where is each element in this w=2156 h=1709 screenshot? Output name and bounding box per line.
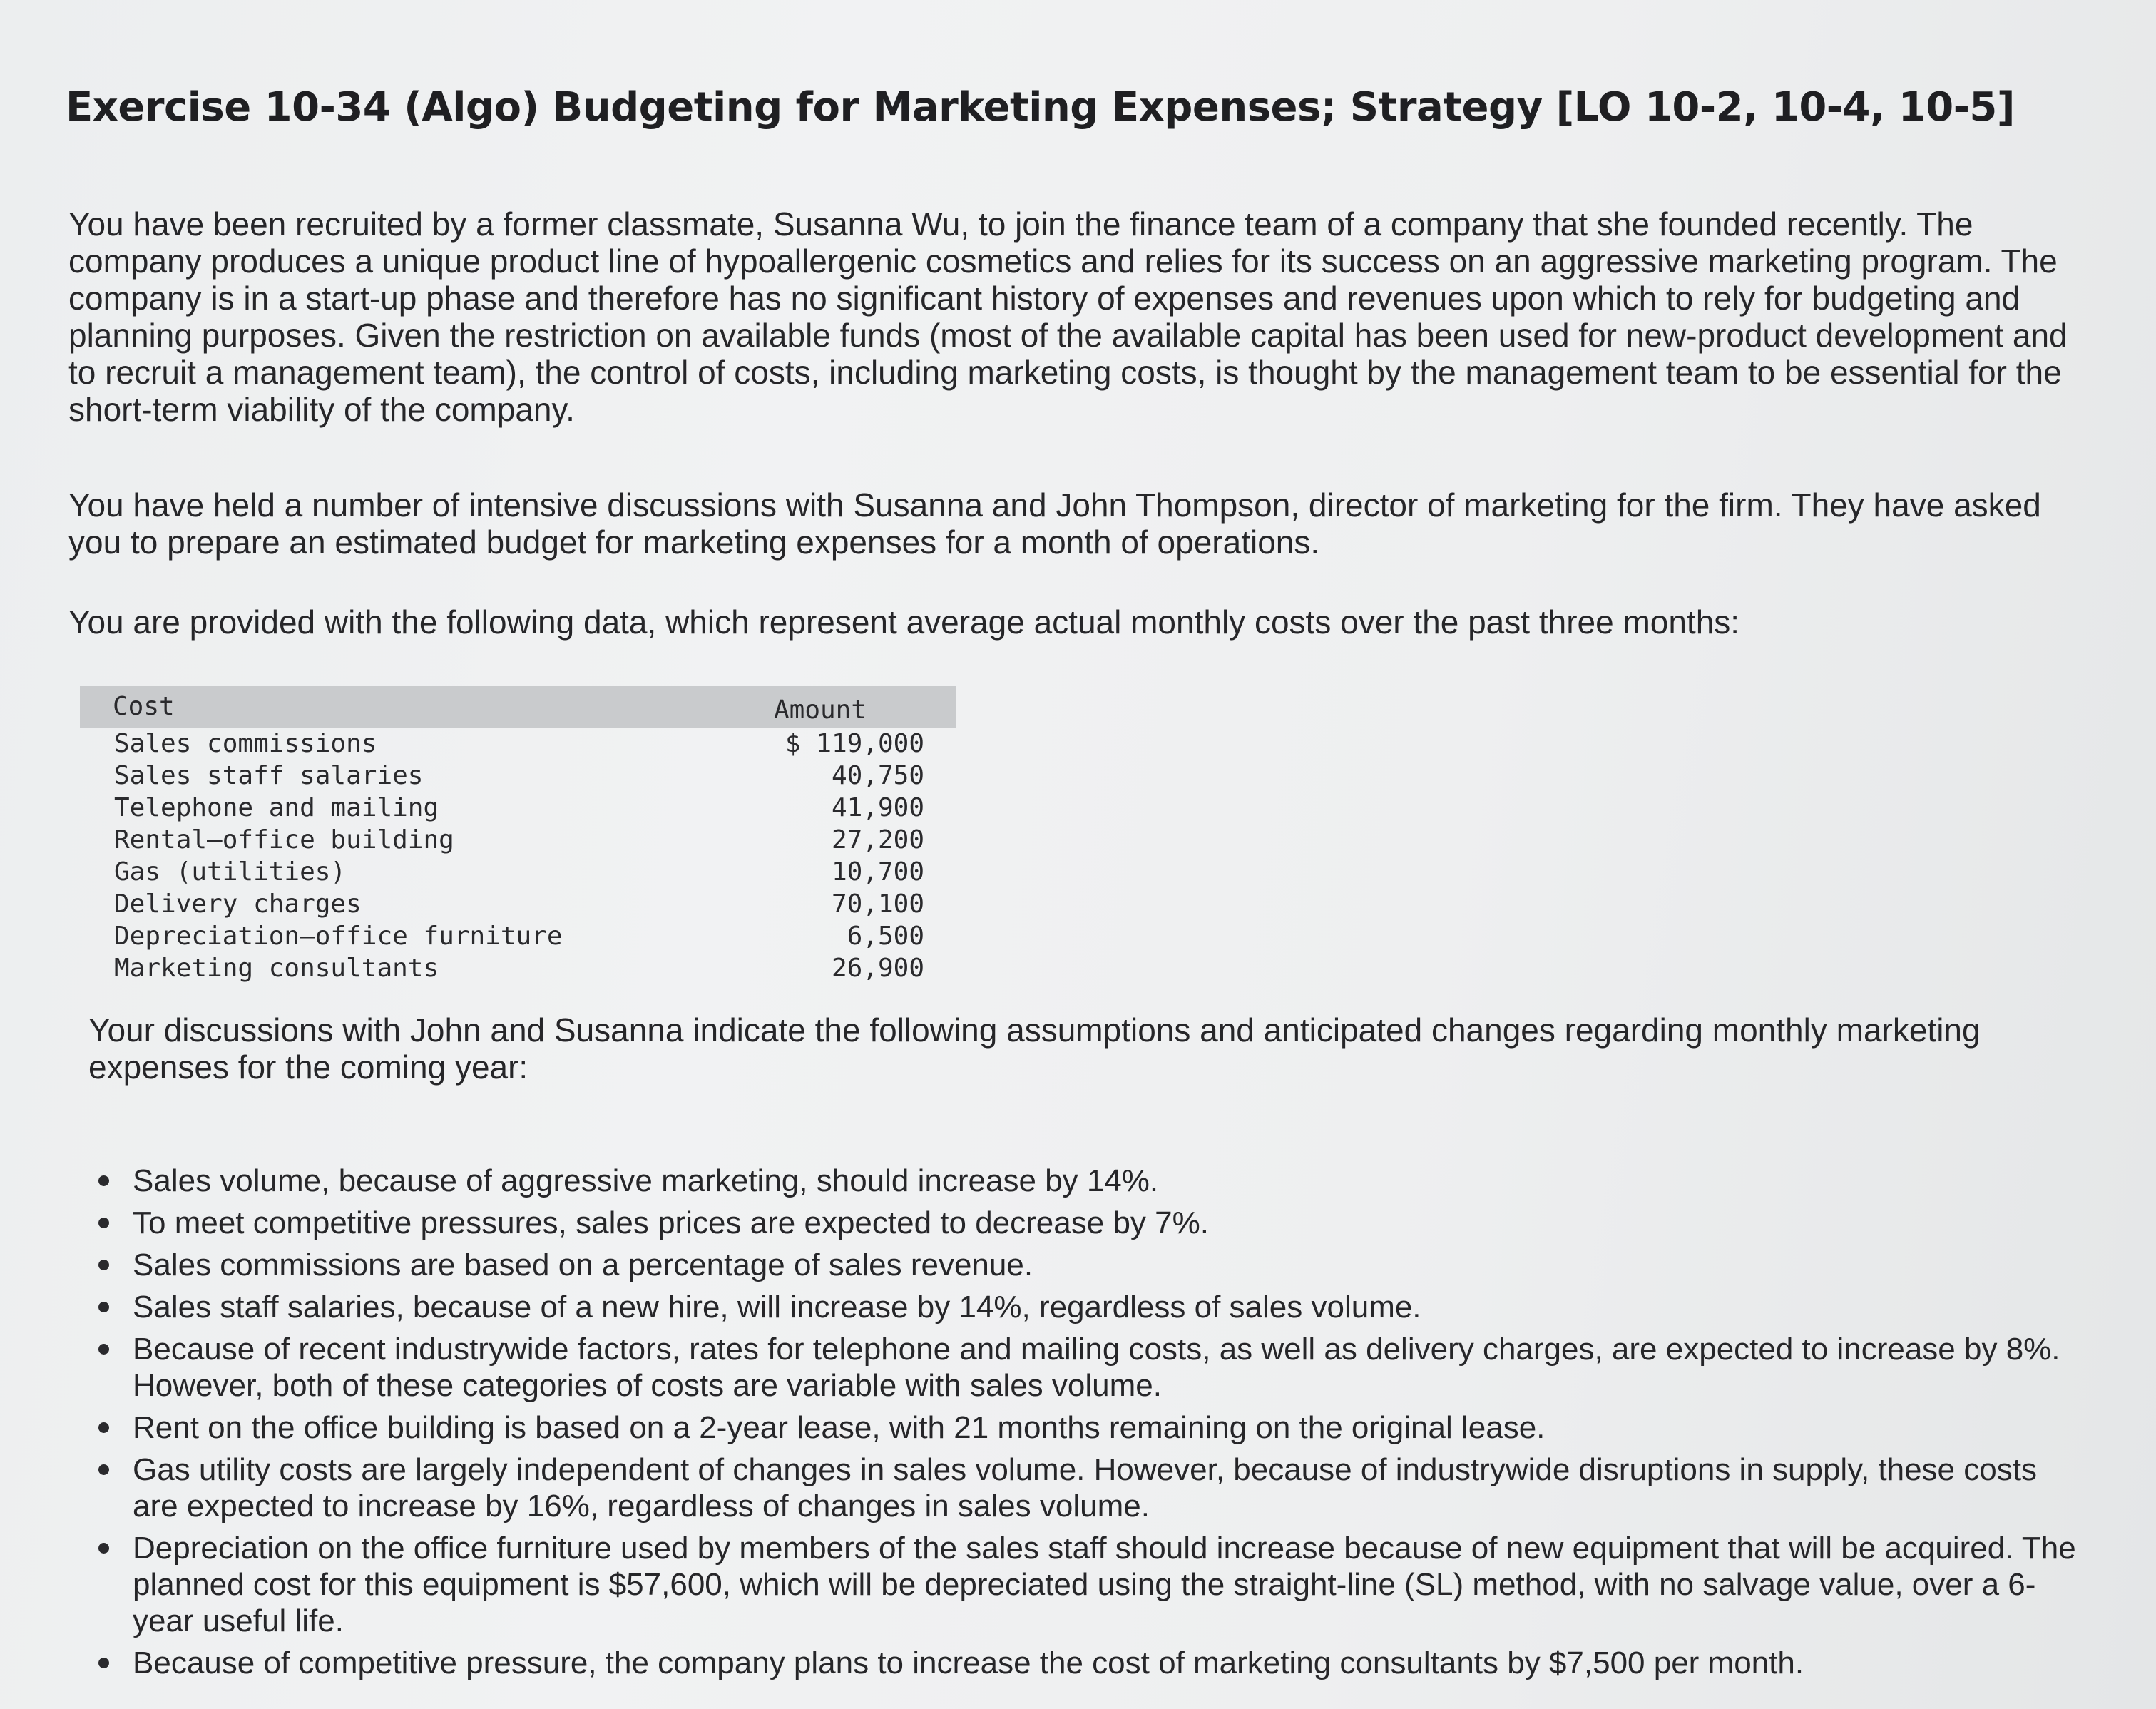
assumption-text: Depreciation on the office furniture used by members of the sales staff should increase because of new equipment that will be acquired. The planned cost for this equipment is $57,600, which will be depreciated using the straight-line (SL) method, with no salvage value, over a 6-year useful life. [133, 1531, 2076, 1638]
cost-amount: 70,100 [831, 889, 924, 919]
assumptions-intro-paragraph: Your discussions with John and Susanna indicate the following assumptions and anticipated changes regarding monthly marketing expenses for the coming year: [88, 1011, 1981, 1086]
assumption-text: Gas utility costs are largely independent of changes in sales volume. However, because of industrywide disruptions in supply, these costs are expected to increase by 16%, regardless of changes in sales volume. [133, 1452, 2037, 1524]
cost-label: Telephone and mailing [114, 793, 439, 822]
discussion-paragraph: You have held a number of intensive discussions with Susanna and John Thompson, director of marketing for the firm. They have asked you to prepare an estimated budget for marketing expenses for a month of operations. [68, 486, 2041, 561]
list-item [93, 1530, 2083, 1639]
assumption-text: Because of competitive pressure, the company plans to increase the cost of marketing consultants by $7,500 per month. [133, 1646, 1804, 1680]
table-header-row [80, 686, 956, 728]
table-row [80, 856, 956, 888]
monthly-cost-table [80, 686, 956, 984]
cost-amount: 27,200 [831, 825, 924, 854]
table-row [80, 728, 956, 760]
cost-label: Gas (utilities) [114, 857, 347, 887]
assumption-text: Sales commissions are based on a percentage of sales revenue. [133, 1248, 1033, 1282]
table-row [80, 824, 956, 856]
cost-column-header: Cost [113, 691, 175, 721]
cost-amount: $ 119,000 [785, 729, 924, 758]
list-item [93, 1163, 2083, 1199]
table-row [80, 888, 956, 920]
cost-label: Sales staff salaries [114, 761, 424, 790]
list-item [93, 1409, 2083, 1446]
cost-amount: 40,750 [831, 761, 924, 790]
assumption-text: Sales volume, because of aggressive marketing, should increase by 14%. [133, 1163, 1159, 1198]
intro-paragraph: You have been recruited by a former classmate, Susanna Wu, to join the finance team of a company that she founded recently. The company produces a unique product line of hypoallergenic cosmetics and relies for its success on an aggressive marketing program. The company is in a start-up phase and therefore has no significant history of expenses and revenues upon which to rely for budgeting and planning purposes. Given the restriction on available funds (most of the available capital has been used for new-product development and to recruit a management team), the control of costs, including marketing costs, is thought by the management team to be essential for the short-term viability of the company. [68, 205, 2068, 428]
bullet-icon [98, 1344, 109, 1355]
bullet-icon [98, 1658, 109, 1668]
assumption-text: Because of recent industrywide factors, rates for telephone and mailing costs, as well as delivery charges, are expected to increase by 8%. However, both of these categories of costs are variable with sales volume. [133, 1332, 2060, 1403]
bullet-icon [98, 1260, 109, 1270]
table-row [80, 760, 956, 792]
bullet-icon [98, 1543, 109, 1554]
table-row [80, 920, 956, 952]
cost-amount: 41,900 [831, 793, 924, 822]
exercise-title: Exercise 10-34 (Algo) Budgeting for Marketing Expenses; Strategy [LO 10-2, 10-4, 10-5] [66, 84, 2015, 131]
cost-amount: 10,700 [831, 857, 924, 887]
assumption-text: Sales staff salaries, because of a new hire, will increase by 14%, regardless of sales volume. [133, 1290, 1421, 1325]
list-item [93, 1331, 2083, 1404]
bullet-icon [98, 1218, 109, 1228]
assumption-text: Rent on the office building is based on a 2-year lease, with 21 months remaining on the original lease. [133, 1410, 1546, 1445]
cost-label: Marketing consultants [114, 954, 439, 983]
bullet-icon [98, 1464, 109, 1475]
bullet-icon [98, 1175, 109, 1186]
cost-label: Depreciation—office furniture [114, 922, 563, 951]
list-item [93, 1452, 2083, 1524]
assumptions-list [93, 1163, 2083, 1687]
table-row [80, 792, 956, 824]
table-row [80, 952, 956, 984]
list-item [93, 1289, 2083, 1325]
amount-column-header: Amount [773, 695, 867, 725]
bullet-icon [98, 1422, 109, 1433]
cost-label: Sales commissions [114, 729, 377, 758]
assumption-text: To meet competitive pressures, sales prices are expected to decrease by 7%. [133, 1205, 1209, 1240]
cost-label: Rental—office building [114, 825, 454, 854]
bullet-icon [98, 1302, 109, 1312]
list-item [93, 1645, 2083, 1681]
cost-label: Delivery charges [114, 889, 362, 919]
cost-amount: 26,900 [831, 954, 924, 983]
list-item [93, 1205, 2083, 1241]
data-intro-paragraph: You are provided with the following data, which represent average actual monthly costs over the past three months: [68, 603, 1740, 641]
list-item [93, 1247, 2083, 1283]
cost-amount: 6,500 [847, 922, 924, 951]
